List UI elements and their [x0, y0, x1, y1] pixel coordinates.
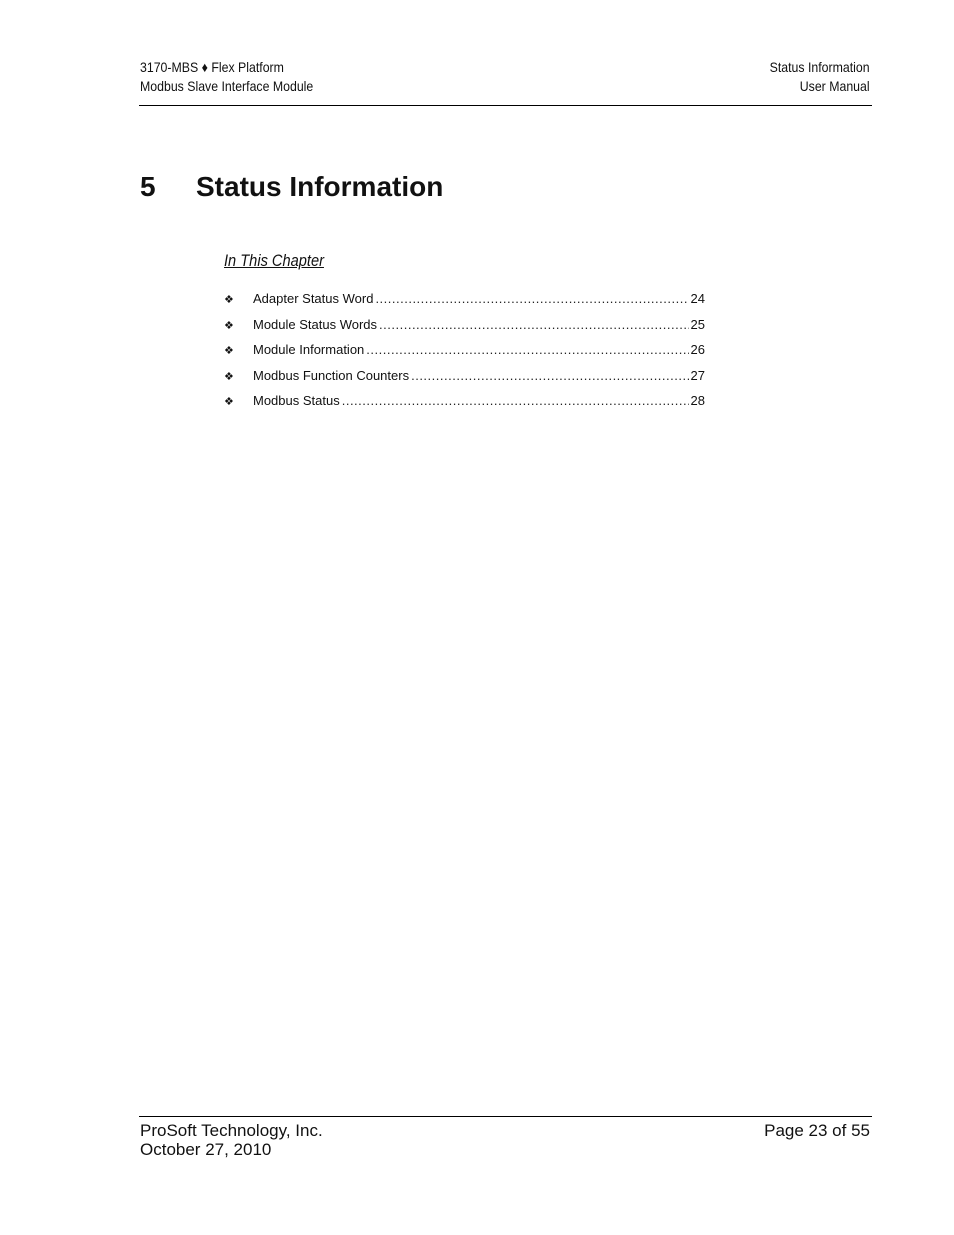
- header-left: [140, 58, 313, 96]
- header-module-name: Modbus Slave Interface Module: [140, 78, 314, 94]
- header-right: [770, 58, 870, 96]
- header-section-name: Status Information: [770, 59, 870, 75]
- toc-item-title[interactable]: Module Information: [253, 342, 365, 357]
- diamond-bullet-icon: ❖: [224, 370, 234, 383]
- in-this-chapter-heading: In This Chapter: [224, 251, 324, 270]
- toc-item-title[interactable]: Adapter Status Word: [253, 291, 374, 306]
- header-manual-name: User Manual: [800, 78, 870, 94]
- diamond-bullet-icon: ❖: [224, 294, 234, 306]
- toc-item-page[interactable]: 24: [690, 291, 705, 306]
- toc-leader-dots: [411, 365, 688, 387]
- toc-item-page[interactable]: 25: [690, 316, 705, 332]
- page-header: [139, 56, 872, 106]
- header-product-name: 3170-MBS ♦ Flex Platform: [140, 59, 284, 75]
- diamond-bullet-icon: ❖: [224, 345, 234, 357]
- toc-leader-dots: [375, 288, 688, 310]
- chapter-heading: [140, 170, 443, 204]
- footer-date: October 27, 2010: [140, 1140, 272, 1159]
- toc-item-title[interactable]: Module Status Words: [253, 316, 378, 332]
- toc-item-page[interactable]: 26: [690, 342, 705, 357]
- toc-item[interactable]: [224, 390, 705, 416]
- diamond-bullet-icon: ❖: [224, 396, 234, 408]
- toc-leader-dots: [379, 314, 688, 336]
- footer-left: [140, 1121, 323, 1159]
- page-footer: [139, 1116, 872, 1159]
- toc-item-page[interactable]: 28: [690, 393, 705, 408]
- toc-item-page[interactable]: 27: [690, 367, 705, 383]
- footer-company: ProSoft Technology, Inc.: [140, 1121, 323, 1140]
- toc-item[interactable]: [224, 288, 705, 314]
- chapter-title: Status Information: [196, 171, 444, 202]
- chapter-toc: [224, 288, 705, 416]
- toc-item[interactable]: [224, 365, 705, 391]
- toc-item[interactable]: [224, 339, 705, 365]
- footer-page-number: Page 23 of 55: [764, 1121, 870, 1140]
- diamond-bullet-icon: ❖: [224, 319, 234, 332]
- toc-leader-dots: [366, 339, 688, 361]
- chapter-number: 5: [140, 171, 156, 202]
- toc-leader-dots: [342, 390, 689, 412]
- toc-item-title[interactable]: Modbus Status: [253, 393, 340, 408]
- toc-item[interactable]: [224, 314, 705, 340]
- footer-right: [764, 1121, 870, 1140]
- toc-item-title[interactable]: Modbus Function Counters: [253, 367, 410, 383]
